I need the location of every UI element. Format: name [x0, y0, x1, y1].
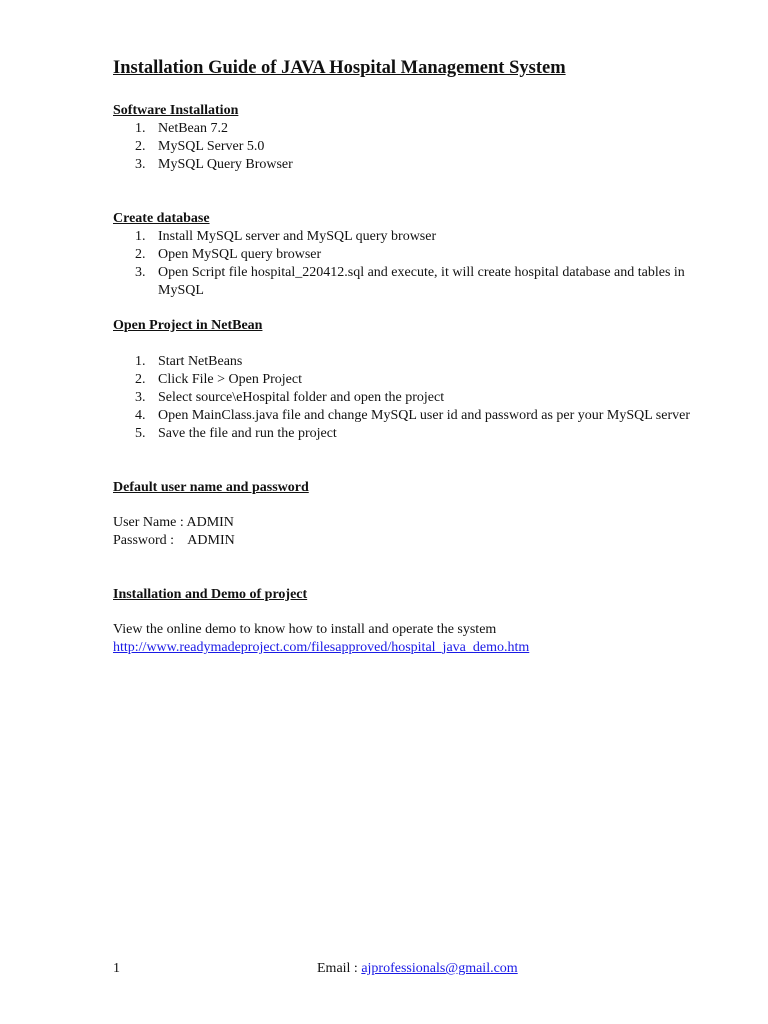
- demo-link[interactable]: http://www.readymadeproject.com/filesapproved/hospital_java_demo.htm: [113, 640, 530, 655]
- list-item: 1. Start NetBeans: [135, 354, 243, 369]
- email-link[interactable]: ajprofessionals@gmail.com: [361, 961, 518, 976]
- default-credentials-heading: Default user name and password: [113, 480, 309, 495]
- create-database-heading: Create database: [113, 211, 210, 226]
- open-project-heading: Open Project in NetBean: [113, 318, 263, 333]
- demo-heading: Installation and Demo of project: [113, 587, 308, 602]
- list-item: 1. Install MySQL server and MySQL query browser: [135, 229, 437, 244]
- password-line: Password : ADMIN: [113, 533, 235, 548]
- demo-description: View the online demo to know how to install and operate the system: [113, 622, 497, 637]
- software-installation-list: [113, 120, 723, 174]
- demo-link-line: [113, 639, 723, 657]
- create-database-list: [113, 228, 723, 300]
- page-number: 1: [113, 961, 120, 976]
- list-item: 5. Save the file and run the project: [135, 426, 337, 441]
- list-item: 4. Open MainClass.java file and change MySQL user id and password as per your MySQL server: [135, 408, 691, 423]
- document-page: [113, 56, 723, 657]
- username-line: User Name : ADMIN: [113, 515, 234, 530]
- document-title: Installation Guide of JAVA Hospital Management System: [113, 58, 566, 78]
- list-item: 2. Open MySQL query browser: [135, 247, 322, 262]
- list-item: 3. MySQL Query Browser: [135, 157, 293, 172]
- list-item: 3. Select source\eHospital folder and open the project: [135, 390, 445, 405]
- list-item: 2. MySQL Server 5.0: [135, 139, 265, 154]
- footer-email: [317, 960, 518, 978]
- software-installation-heading: Software Installation: [113, 103, 239, 118]
- open-project-list: [113, 353, 723, 443]
- email-label: Email :: [317, 961, 362, 976]
- list-item: 1. NetBean 7.2: [135, 121, 228, 136]
- list-item: 2. Click File > Open Project: [135, 372, 302, 387]
- list-item: 3. Open Script file hospital_220412.sql and execute, it will create hospital database and tables in MySQL: [135, 265, 685, 298]
